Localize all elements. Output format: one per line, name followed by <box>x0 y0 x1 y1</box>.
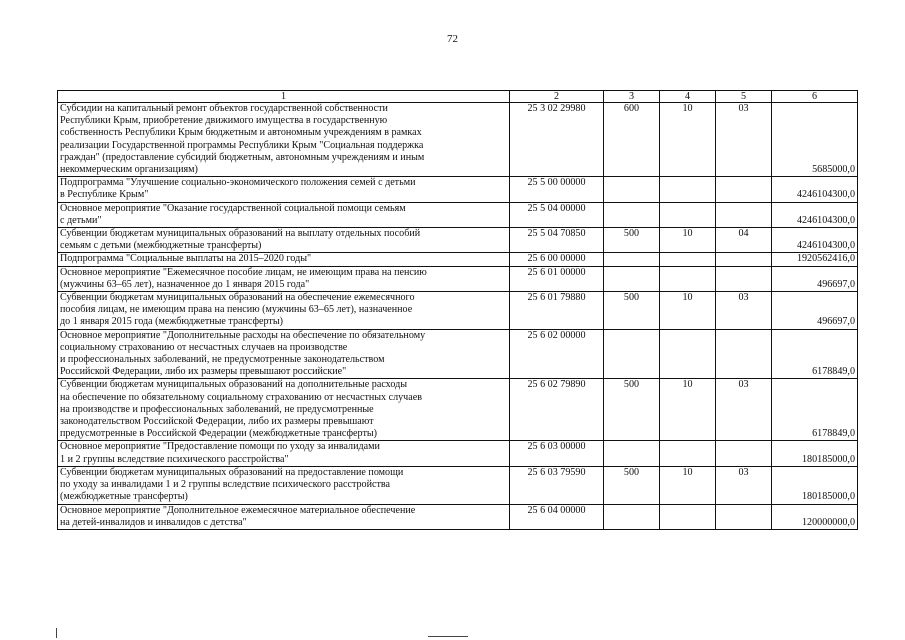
row-name-line: реализации Государственной программы Республики Крым "Социальная поддержка <box>60 139 424 151</box>
row-name-cell <box>58 266 510 291</box>
row-col4-cell: 10 <box>660 292 716 330</box>
row-col3-cell: 500 <box>604 292 660 330</box>
row-name-line: Субвенции бюджетам муниципальных образований на обеспечение ежемесячного <box>60 292 415 304</box>
row-col5-cell: 03 <box>716 103 772 177</box>
row-code-cell: 25 6 01 79880 <box>510 292 604 330</box>
row-code-cell: 25 6 03 79590 <box>510 466 604 504</box>
row-name-line: Субсидии на капитальный ремонт объектов государственной собственности <box>60 103 388 114</box>
row-name-line: Российской Федерации, либо их размеры превышают российские" <box>60 366 347 378</box>
table-header-row <box>58 91 858 103</box>
row-name-cell <box>58 253 510 266</box>
row-name-line: пособия лицам, не имеющим права на пенсию (мужчины 63–65 лет), назначенное <box>60 304 413 316</box>
row-col4-cell <box>660 202 716 227</box>
row-amount-cell: 180185000,0 <box>772 441 858 466</box>
row-amount-cell: 6178849,0 <box>772 329 858 379</box>
column-header: 3 <box>604 91 660 103</box>
row-name-line: Республики Крым, приобретение движимого имущества в государственную <box>60 115 388 127</box>
row-name-cell <box>58 177 510 202</box>
table-row <box>58 266 858 291</box>
scan-mark <box>428 636 468 637</box>
row-col3-cell: 500 <box>604 466 660 504</box>
row-col3-cell <box>604 177 660 202</box>
row-name-cell <box>58 329 510 379</box>
row-col5-cell: 03 <box>716 379 772 441</box>
row-name-line: собственность Республики Крым бюджетным и автономным учреждениям в рамках <box>60 127 422 139</box>
row-col5-cell <box>716 177 772 202</box>
row-amount-cell: 180185000,0 <box>772 466 858 504</box>
row-col5-cell: 04 <box>716 228 772 253</box>
row-name-line: Основное мероприятие "Дополнительное ежемесячное материальное обеспечение <box>60 504 416 516</box>
row-col3-cell: 500 <box>604 379 660 441</box>
row-code-cell: 25 6 04 00000 <box>510 504 604 529</box>
row-name-line: Субвенции бюджетам муниципальных образований на предоставление помощи <box>60 466 404 478</box>
row-col5-cell <box>716 441 772 466</box>
row-code-cell: 25 6 02 00000 <box>510 329 604 379</box>
row-amount-cell: 120000000,0 <box>772 504 858 529</box>
row-name-line: социальному страхованию от несчастных случаев на производстве <box>60 341 348 353</box>
row-code-cell: 25 5 04 00000 <box>510 202 604 227</box>
row-name-line: семьям с детьми (межбюджетные трансферты) <box>60 240 262 252</box>
table-row <box>58 103 858 177</box>
column-header: 4 <box>660 91 716 103</box>
row-name-line: предусмотренные в Российской Федерации (межбюджетные трансферты) <box>60 428 378 440</box>
row-code-cell: 25 3 02 29980 <box>510 103 604 177</box>
row-col3-cell: 600 <box>604 103 660 177</box>
page-number: 72 <box>447 33 458 45</box>
row-col5-cell <box>716 329 772 379</box>
row-col4-cell <box>660 329 716 379</box>
row-amount-cell: 1920562416,0 <box>772 253 858 266</box>
row-col3-cell: 500 <box>604 228 660 253</box>
column-header: 5 <box>716 91 772 103</box>
row-name-line: Основное мероприятие "Дополнительные расходы на обеспечение по обязательному <box>60 329 426 341</box>
column-header: 2 <box>510 91 604 103</box>
row-name-line: на детей-инвалидов и инвалидов с детства" <box>60 516 247 528</box>
row-amount-cell: 5685000,0 <box>772 103 858 177</box>
column-header: 6 <box>772 91 858 103</box>
row-col4-cell: 10 <box>660 103 716 177</box>
table-row <box>58 379 858 441</box>
table-row <box>58 329 858 379</box>
row-col4-cell: 10 <box>660 228 716 253</box>
row-name-line: Субвенции бюджетам муниципальных образований на дополнительные расходы <box>60 379 407 391</box>
row-name-line: по уходу за инвалидами 1 и 2 группы вследствие психического расстройства <box>60 479 390 491</box>
row-col5-cell <box>716 266 772 291</box>
row-col5-cell: 03 <box>716 466 772 504</box>
row-code-cell: 25 5 00 00000 <box>510 177 604 202</box>
row-name-line: в Республике Крым" <box>60 189 149 201</box>
row-col5-cell <box>716 504 772 529</box>
row-col4-cell <box>660 177 716 202</box>
row-col3-cell <box>604 202 660 227</box>
row-code-cell: 25 5 04 70850 <box>510 228 604 253</box>
row-name-line: Основное мероприятие "Ежемесячное пособие лицам, не имеющим права на пенсию <box>60 266 427 278</box>
row-name-cell <box>58 228 510 253</box>
row-col4-cell <box>660 253 716 266</box>
table-row <box>58 228 858 253</box>
table-row <box>58 177 858 202</box>
table-row <box>58 441 858 466</box>
row-col3-cell <box>604 441 660 466</box>
row-name-cell <box>58 441 510 466</box>
row-amount-cell: 496697,0 <box>772 266 858 291</box>
row-code-cell: 25 6 02 79890 <box>510 379 604 441</box>
row-code-cell: 25 6 00 00000 <box>510 253 604 266</box>
row-name-line: 1 и 2 группы вследствие психического расстройства" <box>60 453 289 465</box>
row-name-line: и профессиональных заболеваний, не предусмотренные законодательством <box>60 354 385 366</box>
row-col5-cell <box>716 202 772 227</box>
row-col3-cell <box>604 266 660 291</box>
row-name-line: на обеспечение по обязательному социальному страхованию от несчастных случаев <box>60 391 422 403</box>
row-name-line: (мужчины 63–65 лет), назначенное до 1 января 2015 года" <box>60 278 310 290</box>
row-name-line: (межбюджетные трансферты) <box>60 491 188 503</box>
row-name-line: некоммерческим организациям) <box>60 164 198 176</box>
row-name-line: на производстве и профессиональных заболеваний, не предусмотренные <box>60 403 374 415</box>
row-name-line: Подпрограмма "Улучшение социально-экономического положения семей с детьми <box>60 177 416 189</box>
row-name-line: законодательством Российской Федерации, либо их размеры превышают <box>60 416 374 428</box>
row-amount-cell: 4246104300,0 <box>772 202 858 227</box>
row-name-line: с детьми" <box>60 214 102 226</box>
row-name-cell <box>58 504 510 529</box>
row-col3-cell <box>604 329 660 379</box>
row-col4-cell: 10 <box>660 379 716 441</box>
budget-table <box>57 90 858 530</box>
row-name-line: Основное мероприятие "Предоставление помощи по уходу за инвалидами <box>60 441 380 453</box>
row-name-cell <box>58 466 510 504</box>
row-name-cell <box>58 103 510 177</box>
table-row <box>58 253 858 266</box>
row-amount-cell: 4246104300,0 <box>772 228 858 253</box>
row-col4-cell: 10 <box>660 466 716 504</box>
row-col5-cell: 03 <box>716 292 772 330</box>
table-row <box>58 466 858 504</box>
column-header: 1 <box>58 91 510 103</box>
row-col3-cell <box>604 504 660 529</box>
row-col4-cell <box>660 441 716 466</box>
row-amount-cell: 496697,0 <box>772 292 858 330</box>
row-code-cell: 25 6 03 00000 <box>510 441 604 466</box>
table-row <box>58 202 858 227</box>
row-name-cell <box>58 292 510 330</box>
row-amount-cell: 4246104300,0 <box>772 177 858 202</box>
row-col5-cell <box>716 253 772 266</box>
table-row <box>58 504 858 529</box>
row-name-line: Основное мероприятие "Оказание государственной социальной помощи семьям <box>60 202 406 214</box>
scan-mark <box>56 628 57 638</box>
row-code-cell: 25 6 01 00000 <box>510 266 604 291</box>
row-name-line: до 1 января 2015 года (межбюджетные трансферты) <box>60 316 283 328</box>
row-name-line: Субвенции бюджетам муниципальных образований на выплату отдельных пособий <box>60 228 421 240</box>
row-name-line: граждан" (предоставление субсидий бюджетным, автономным учреждениям и иным <box>60 151 425 163</box>
row-name-cell <box>58 379 510 441</box>
row-col4-cell <box>660 504 716 529</box>
table-row <box>58 292 858 330</box>
row-col4-cell <box>660 266 716 291</box>
row-name-line: Подпрограмма "Социальные выплаты на 2015–2020 годы" <box>60 253 312 265</box>
row-amount-cell: 6178849,0 <box>772 379 858 441</box>
row-col3-cell <box>604 253 660 266</box>
row-name-cell <box>58 202 510 227</box>
